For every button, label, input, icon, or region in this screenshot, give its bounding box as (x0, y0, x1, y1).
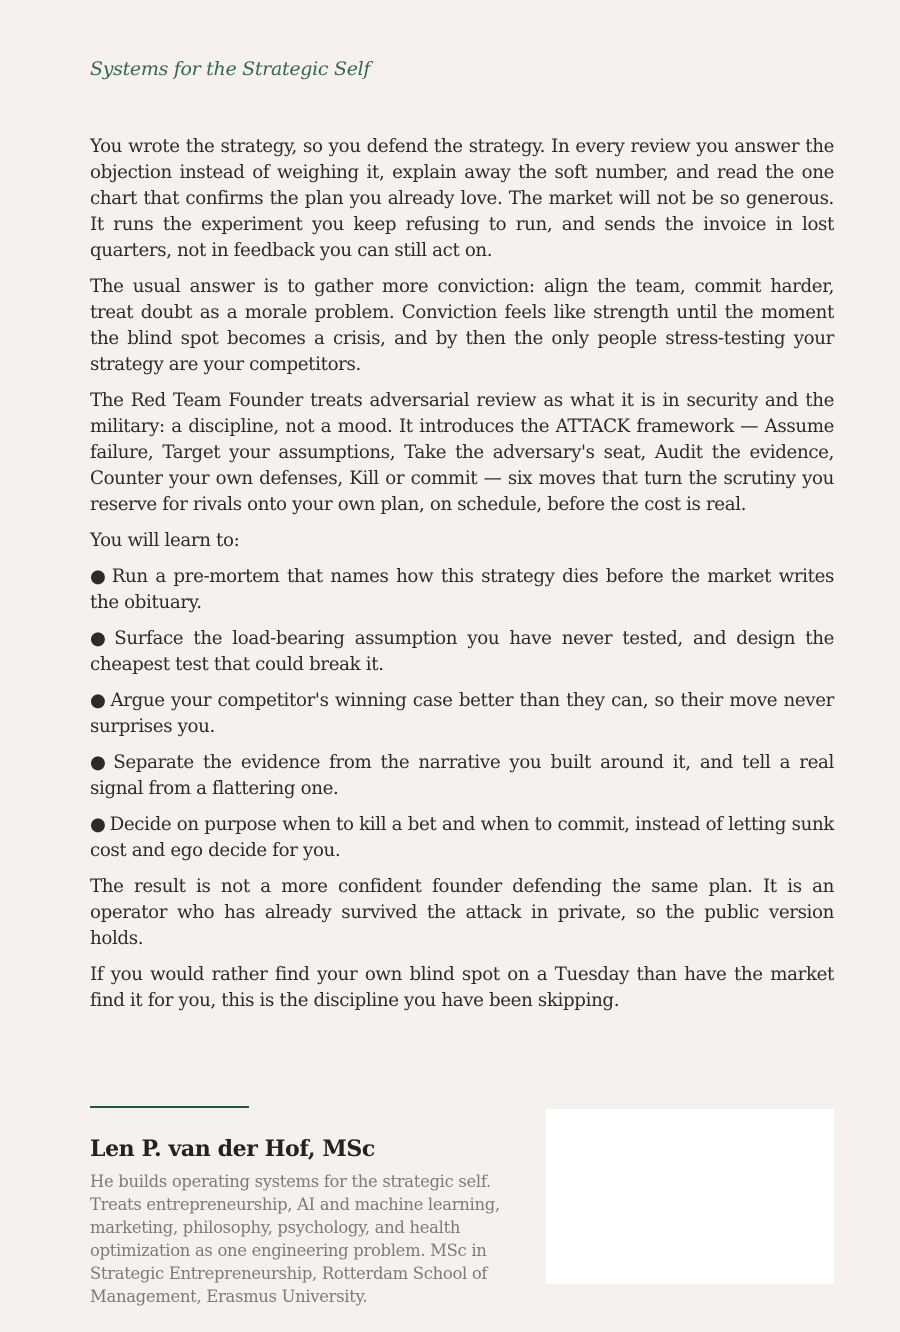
blurb-paragraph: The usual answer is to gather more conviction: align the team, commit harder, treat doubt as a morale problem. Conviction feels like strength until the moment the blind spot becomes a crisis, and by then the only people stress-testing your strategy are your competitors. (90, 276, 834, 375)
bullet-item (90, 688, 834, 740)
blurb-paragraph: You wrote the strategy, so you defend the strategy. In every review you answer the objection instead of weighing it, explain away the soft number, and read the one chart that confirms the plan you already love. The market will not be so generous. It runs the experiment you keep refusing to run, and sends the invoice in lost quarters, not in feedback you can still act on. (90, 136, 834, 261)
bullet-item (90, 750, 834, 802)
bullet-item (90, 564, 834, 616)
blurb-body (90, 134, 834, 1024)
author-bio: He builds operating systems for the strategic self. Treats entrepreneurship, AI and machine learning, marketing, philosophy, psychology, and health optimization as one engineering problem. MSc in Strategic Entrepreneurship, Rotterdam School of Management, Erasmus University. (90, 1172, 500, 1306)
author-divider (90, 1106, 249, 1108)
closing-paragraph: If you would rather find your own blind spot on a Tuesday than have the market find it for you, this is the discipline you have been skipping. (90, 964, 834, 1011)
author-name: Len P. van der Hof, MSc (90, 1136, 375, 1162)
bullet-dot-icon: ● (90, 690, 107, 711)
bullet-dot-icon: ● (90, 628, 111, 649)
series-title: Systems for the Strategic Self (90, 58, 371, 80)
bullet-text: Run a pre-mortem that names how this strategy dies before the market writes the obituary. (90, 566, 834, 613)
bullet-text: Decide on purpose when to kill a bet and when to commit, instead of letting sunk cost and ego decide for you. (90, 814, 834, 861)
bullet-dot-icon: ● (90, 814, 106, 835)
learn-intro: You will learn to: (90, 530, 240, 551)
bullet-dot-icon: ● (90, 566, 108, 587)
bullet-text: Separate the evidence from the narrative you built around it, and tell a real signal from a flattering one. (90, 752, 834, 799)
blurb-paragraph: The Red Team Founder treats adversarial review as what it is in security and the military: a discipline, not a mood. It introduces the ATTACK framework — Assume failure, Target your assumptions, Take the adversary's seat, Audit the evidence, Counter your own defenses, Kill or commit — six moves that turn the scrutiny you reserve for rivals onto your own plan, on schedule, before the cost is real. (90, 390, 834, 515)
author-photo-placeholder (546, 1109, 834, 1284)
bullet-dot-icon: ● (90, 752, 110, 773)
bullet-text: Argue your competitor's winning case better than they can, so their move never surprises you. (90, 690, 834, 737)
bullet-item (90, 626, 834, 678)
bullet-text: Surface the load-bearing assumption you have never tested, and design the cheapest test that could break it. (90, 628, 834, 675)
closing-paragraph: The result is not a more confident founder defending the same plan. It is an operator who has already survived the attack in private, so the public version holds. (90, 876, 834, 949)
bullet-item (90, 812, 834, 864)
